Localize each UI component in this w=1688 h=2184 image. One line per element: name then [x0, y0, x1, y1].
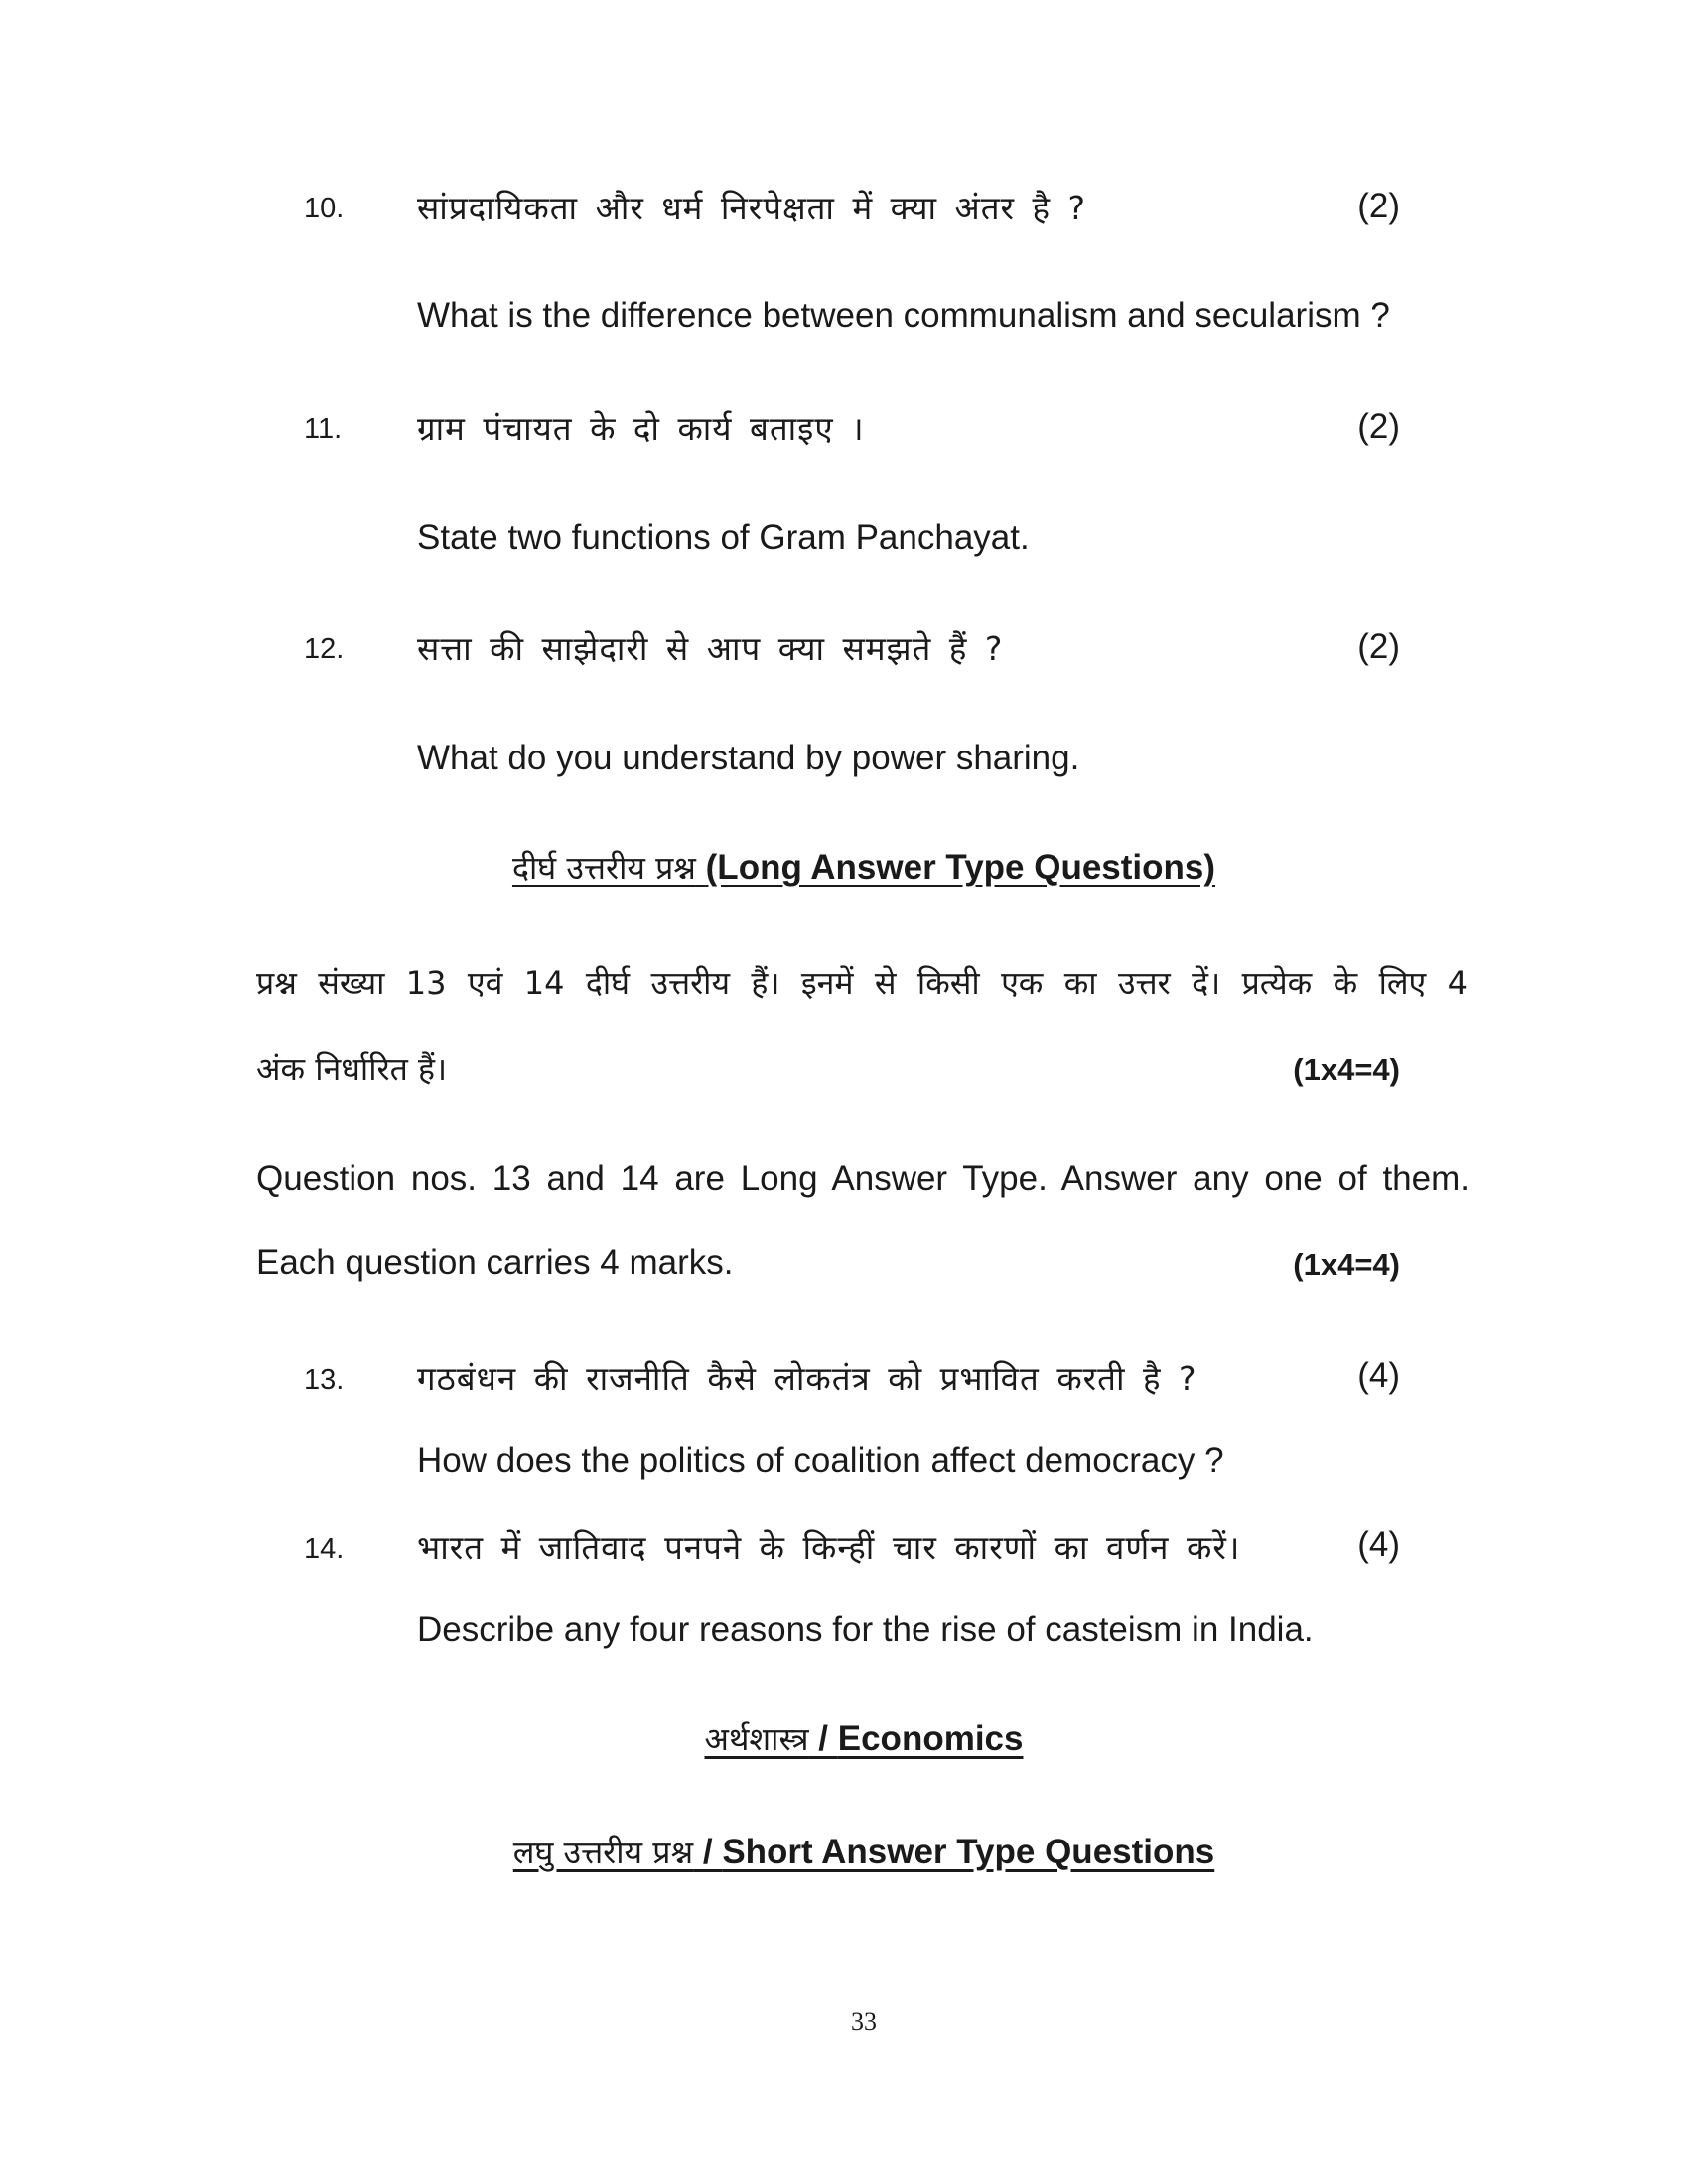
question-number: 12. [304, 633, 345, 665]
economics-heading-english: Economics [837, 1719, 1024, 1758]
question-english: What is the difference between communalism and secularism ? [417, 296, 1390, 335]
economics-heading-hindi: अर्थशास्त्र [704, 1720, 809, 1758]
question-marks: (2) [1357, 407, 1400, 446]
question-hindi: सांप्रदायिकता और धर्म निरपेक्षता में क्या अंतर है ? [417, 189, 1087, 227]
question-number: 13. [304, 1364, 345, 1396]
question-english: What do you understand by power sharing. [417, 739, 1080, 777]
question-number: 11. [304, 413, 343, 445]
question-marks: (2) [1357, 627, 1400, 666]
question-marks: (4) [1357, 1356, 1400, 1395]
long-answer-heading-hindi: दीर्घ उत्तरीय प्रश्न [511, 849, 696, 887]
question-number: 14. [304, 1533, 345, 1565]
long-answer-heading [0, 846, 1688, 888]
question-hindi: ग्राम पंचायत के दो कार्य बताइए । [417, 409, 865, 448]
instruction-hindi-line1: प्रश्न संख्या 13 एवं 14 दीर्घ उत्तरीय हैं। इनमें से किसी एक का उत्तर दें। प्रत्येक के लिए 4 [256, 964, 1468, 1002]
question-hindi: भारत में जातिवाद पनपने के किन्हीं चार कारणों का वर्णन करें। [417, 1528, 1241, 1567]
question-english: State two functions of Gram Panchayat. [417, 518, 1030, 557]
long-answer-heading-english: (Long Answer Type Questions) [705, 848, 1216, 887]
question-hindi: सत्ता की साझेदारी से आप क्या समझते हैं ? [417, 629, 1004, 668]
short-answer-heading-hindi: लघु उत्तरीय प्रश्न [512, 1834, 694, 1871]
economics-heading [0, 1717, 1688, 1760]
question-marks: (2) [1357, 187, 1400, 225]
instruction-hindi-marks: (1x4=4) [1293, 1052, 1400, 1087]
question-hindi: गठबंधन की राजनीति कैसे लोकतंत्र को प्रभावित करती है ? [417, 1359, 1197, 1398]
question-english: How does the politics of coalition affect democracy ? [417, 1441, 1224, 1480]
instruction-hindi-line2: अंक निर्धारित हैं। [256, 1050, 448, 1088]
heading-separator: / [693, 1833, 723, 1871]
instruction-english-marks: (1x4=4) [1293, 1247, 1400, 1282]
short-answer-heading [0, 1831, 1688, 1873]
question-english: Describe any four reasons for the rise of casteism in India. [417, 1610, 1314, 1649]
question-marks: (4) [1357, 1525, 1400, 1564]
instruction-english-line1: Question nos. 13 and 14 are Long Answer Type. Answer any one of them. [256, 1160, 1470, 1198]
short-answer-heading-english: Short Answer Type Questions [722, 1833, 1215, 1871]
page-number: 33 [851, 2007, 877, 2036]
question-number: 10. [304, 193, 345, 224]
heading-separator: / [808, 1719, 838, 1758]
instruction-english-line2: Each question carries 4 marks. [256, 1243, 734, 1282]
